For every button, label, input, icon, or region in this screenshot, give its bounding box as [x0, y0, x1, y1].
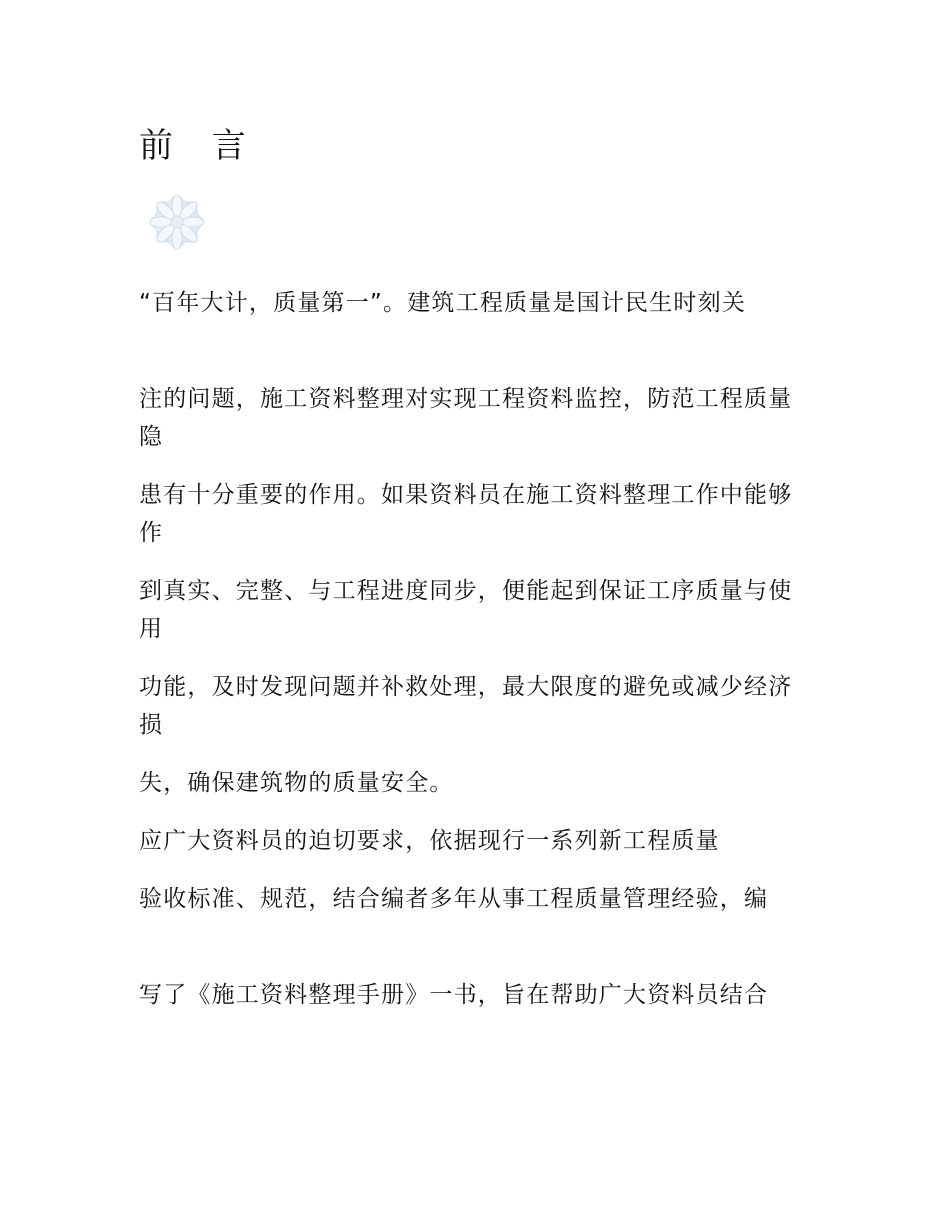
- paragraph-line: 患有十分重要的作用。如果资料员在施工资料整理工作中能够作: [139, 482, 793, 546]
- snowflake-flower-icon: [138, 183, 216, 261]
- paragraph-line: 失，确保建筑物的质量安全。: [139, 770, 454, 796]
- paragraph-line: 应广大资料员的迫切要求，依据现行一系列新工程质量: [139, 828, 720, 854]
- paragraph-line: 注的问题，施工资料整理对实现工程资料监控，防范工程质量隐: [139, 386, 793, 450]
- paragraph-line: 写了《施工资料整理手册》一书，旨在帮助广大资料员结合: [139, 982, 769, 1008]
- page-title: 前 言: [139, 126, 260, 166]
- paragraph-line: 验收标准、规范，结合编者多年从事工程质量管理经验，编: [139, 886, 769, 912]
- paragraph-line: “百年大计，质量第一”。建筑工程质量是国计民生时刻关: [139, 290, 747, 316]
- paragraph-line: 功能，及时发现问题并补救处理，最大限度的避免或减少经济损: [139, 674, 793, 738]
- paragraph-line: 到真实、完整、与工程进度同步，便能起到保证工序质量与使用: [139, 578, 793, 642]
